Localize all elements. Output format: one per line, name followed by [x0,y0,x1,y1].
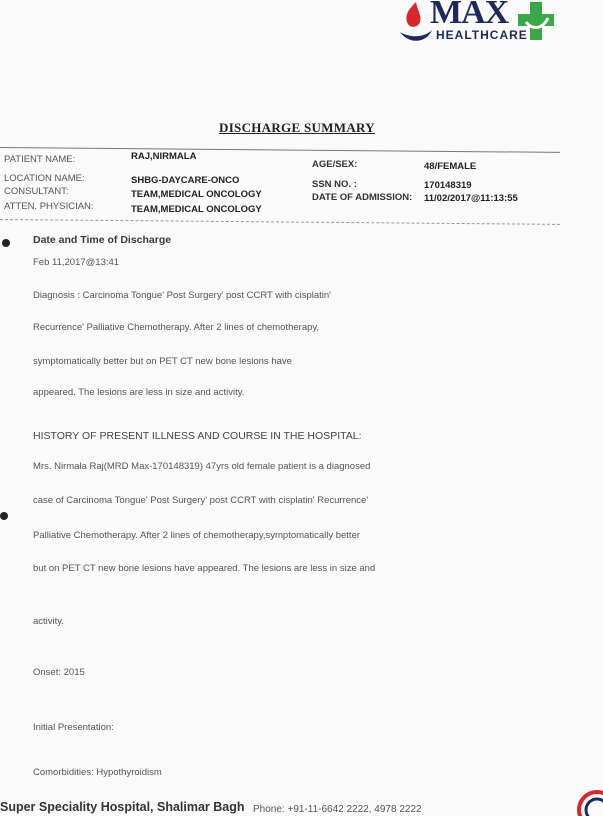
punch-hole-dot [0,512,8,520]
discharge-heading: Date and Time of Discharge [33,234,172,246]
location-label: LOCATION NAME: [4,173,85,184]
consultant-label: CONSULTANT: [4,186,69,197]
history-line: but on PET CT new bone lesions have appeared. The lesions are less in size and [33,563,376,574]
logo-brand: MAX [430,0,509,31]
divider-dashed [0,219,560,226]
agesex-value: 48/FEMALE [424,161,477,172]
footer-hospital: Super Speciality Hospital, Shalimar Bagh [0,800,245,814]
ssn-label: SSN NO. : [312,179,357,190]
history-line: Palliative Chemotherapy. After 2 lines of chemotherapy,symptomatically better [33,530,361,541]
consultant-value: TEAM,MEDICAL ONCOLOGY [131,189,262,200]
cross-icon [516,0,556,42]
seal-icon [577,790,603,816]
page-title: DISCHARGE SUMMARY [219,120,375,135]
physician-value: TEAM,MEDICAL ONCOLOGY [131,204,262,215]
ssn-value: 170148319 [424,180,472,191]
max-healthcare-logo [398,0,568,46]
discharge-line: appeared. The lesions are less in size and activity. [33,387,245,398]
discharge-datetime: Feb 11,2017@13:41 [33,257,120,268]
comorbidities-line: Comorbidities: Hypothyroidism [33,767,162,778]
discharge-line: Recurrence' Palliative Chemotherapy. After 2 lines of chemotherapy, [33,322,320,333]
admission-value: 11/02/2017@11:13:55 [424,193,518,204]
history-line: case of Carcinoma Tongue' Post Surgery' post CCRT with cisplatin' Recurrence' [33,495,369,506]
logo-sub: HEALTHCARE [436,28,528,42]
initial-presentation-line: Initial Presentation: [33,722,114,733]
discharge-line: Diagnosis : Carcinoma Tongue' Post Surgery' post CCRT with cisplatin' [33,290,331,301]
history-heading: HISTORY OF PRESENT ILLNESS AND COURSE IN THE HOSPITAL: [33,430,362,442]
punch-hole-dot [2,239,10,247]
footer-phone: Phone: +91-11-6642 2222, 4978 2222 [253,804,422,815]
patient-name: RAJ,NIRMALA [131,151,197,162]
history-line: Mrs. Nirmala Raj(MRD Max-170148319) 47yrs old female patient is a diagnosed [33,461,371,472]
admission-label: DATE OF ADMISSION: [312,192,413,203]
flame-icon [398,0,434,44]
divider [0,147,560,153]
onset-line: Onset: 2015 [33,667,85,678]
discharge-line: symptomatically better but on PET CT new bone lesions have [33,356,292,367]
physician-label: ATTEN. PHYSICIAN: [4,201,94,212]
history-line: activity. [33,616,64,627]
patient-name-label: PATIENT NAME: [4,154,76,165]
agesex-label: AGE/SEX: [312,159,358,170]
location-value: SHBG-DAYCARE-ONCO [131,175,240,186]
